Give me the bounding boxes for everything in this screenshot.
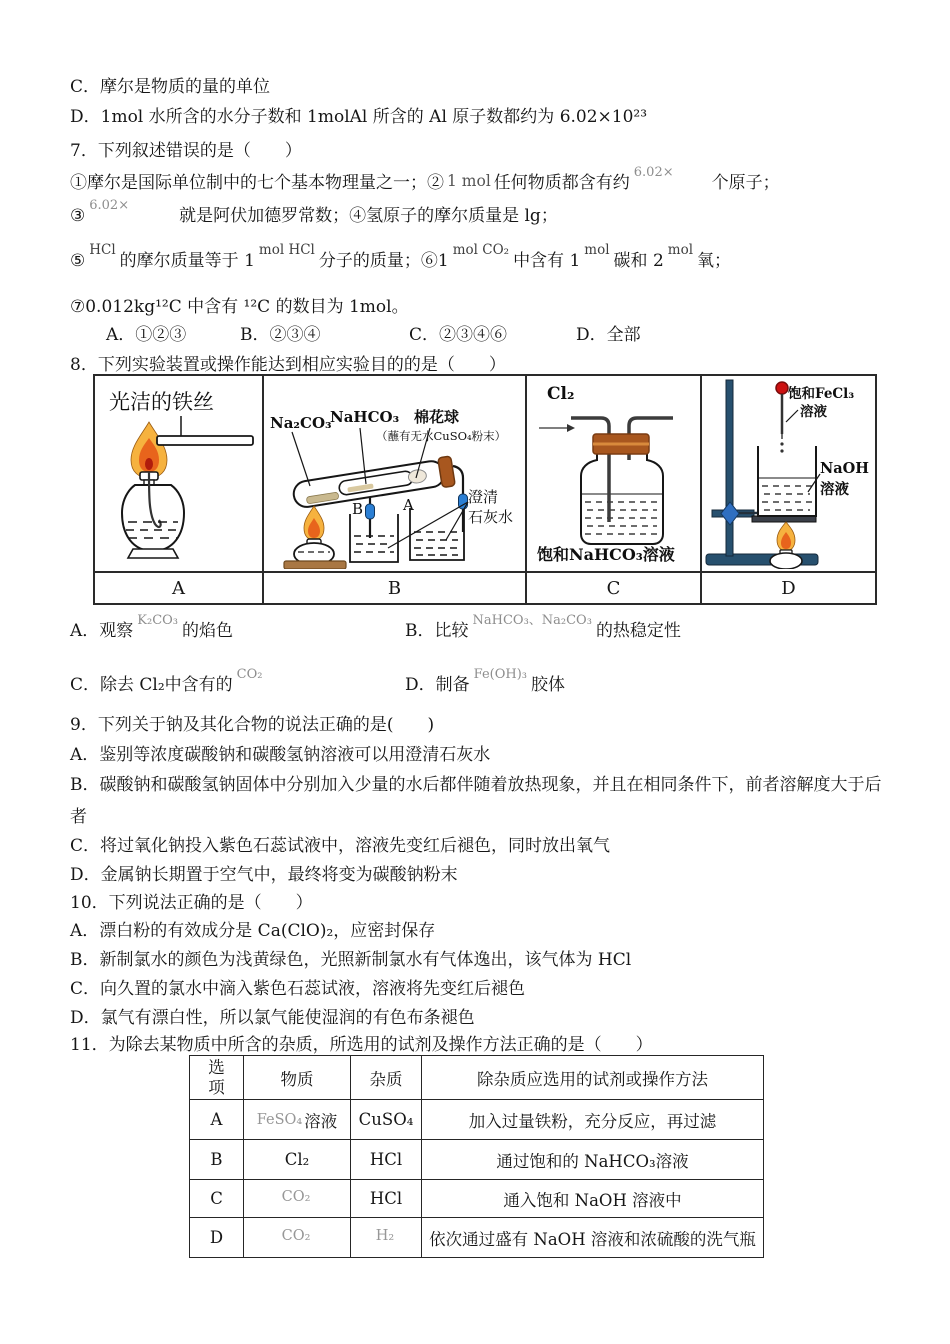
q8-cell-c xyxy=(526,375,701,572)
q10-title xyxy=(70,892,313,914)
q7-statement-5-6 xyxy=(70,242,732,273)
q11-row-a-method xyxy=(422,1100,764,1140)
q10-option-c-text: C．向久置的氯水中滴入紫色石蕊试液，溶液将先变红后褪色 xyxy=(70,979,526,999)
q11-row-b-method xyxy=(422,1140,764,1180)
q11-header-option-text: 选项 xyxy=(208,1057,225,1097)
q10-option-a-text: A．漂白粉的有效成分是 Ca(ClO)₂，应密封保存 xyxy=(70,921,436,941)
arrow-head xyxy=(567,424,575,432)
q11-row-a-method-text: 加入过量铁粉，充分反应，再过滤 xyxy=(468,1111,717,1131)
q11-row-d-method xyxy=(422,1218,764,1258)
q11-header-method xyxy=(422,1056,764,1100)
q11-row-c-method-text: 通入饱和 NaOH 溶液中 xyxy=(503,1190,682,1210)
q7-statement-1-2 xyxy=(70,165,780,196)
q6-option-c xyxy=(70,76,270,98)
q7-s3e: 分子的质量；⑥1 xyxy=(318,251,449,271)
q8-option-a-pre: A．观察 xyxy=(70,621,134,641)
q11-row-a-substance-rest: 溶液 xyxy=(304,1111,338,1131)
q8-option-c-formula: CO₂ xyxy=(236,667,263,682)
q7-avogadro-frag-2: 6.02× xyxy=(89,198,130,213)
na2co3-label: Na₂CO₃ xyxy=(270,414,332,432)
q10-option-b-text: B．新制氯水的颜色为浅黄绿色，光照新制氯水有气体逸出，该气体为 HCl xyxy=(70,950,632,970)
q8-option-b-formula: NaHCO₃、Na₂CO₃ xyxy=(472,613,592,628)
q8-col-label-c xyxy=(526,572,701,604)
q11-row-a-substance xyxy=(244,1100,351,1140)
q8-title xyxy=(70,354,506,376)
q8-option-b-pre: B．比较 xyxy=(405,621,469,641)
q9-option-a-text: A．鉴别等浓度碳酸钠和碳酸氢钠溶液可以用澄清石灰水 xyxy=(70,745,491,765)
beaker xyxy=(410,508,464,560)
q11-row-a xyxy=(190,1100,764,1140)
q11-header-impurity xyxy=(351,1056,422,1100)
q7-molco2-frag: mol CO₂ xyxy=(452,242,510,258)
q11-row-b-impurity xyxy=(351,1140,422,1180)
q7-answer-c: C．②③④⑥ xyxy=(409,325,508,345)
pointer-line xyxy=(786,410,798,422)
q8-option-d-formula: Fe(OH)₃ xyxy=(473,667,527,682)
clamp-knob xyxy=(721,502,739,525)
q7-s3a: ⑤ xyxy=(70,251,86,271)
q11-header-substance xyxy=(244,1056,351,1100)
q8-option-a xyxy=(70,613,234,644)
q7-s1a: ①摩尔是国际单位制中的七个基本物理量之一；② xyxy=(70,173,444,193)
q7-statement-7 xyxy=(70,296,409,318)
q11-row-b-substance xyxy=(244,1140,351,1180)
q7-mol-frag-3: mol xyxy=(667,242,694,258)
iron-wire xyxy=(157,436,253,445)
naoh-label-2: 溶液 xyxy=(820,481,849,498)
label-b: B xyxy=(387,577,402,599)
q11-row-a-opt-text: A xyxy=(210,1110,223,1129)
gas-washing-bottle-diagram xyxy=(527,376,698,569)
q8-option-a-formula: K₂CO₃ xyxy=(137,613,179,628)
flame-core xyxy=(145,458,153,470)
q7-s2a: ③ xyxy=(70,206,86,226)
q7-title xyxy=(70,140,302,162)
q11-row-b-method-text: 通过饱和的 NaHCO₃溶液 xyxy=(496,1151,689,1171)
q9-option-d xyxy=(70,864,458,886)
q8-option-b xyxy=(405,613,681,644)
q11-row-a-substance-formula: FeSO₄ xyxy=(256,1111,303,1128)
q10-option-d xyxy=(70,1007,475,1029)
q10-title-text: 10．下列说法正确的是（ ） xyxy=(70,893,313,913)
q11-header-method-text: 除杂质应选用的试剂或操作方法 xyxy=(477,1069,708,1089)
q10-option-c xyxy=(70,978,525,1000)
q8-option-c xyxy=(70,667,267,698)
q9-option-b-text: B．碳酸钠和碳酸氢钠固体中分别加入少量的水后都伴随着放热现象，并且在相同条件下，前者溶解度大于后 xyxy=(70,775,882,795)
wood-block xyxy=(284,561,346,569)
q11-row-c-substance xyxy=(244,1180,351,1218)
q11-header-option xyxy=(190,1056,244,1100)
cotton-note-label: （蘸有无水CuSO₄粉末） xyxy=(376,429,507,443)
q7-s3c: 的摩尔质量等于 1 xyxy=(119,251,255,271)
q7-s4: ⑦0.012kg¹²C 中含有 ¹²C 的数目为 1mol。 xyxy=(70,297,409,317)
q11-row-a-impurity-text: CuSO₄ xyxy=(358,1110,414,1129)
fecl3-label-1: 饱和FeCl₃ xyxy=(788,386,855,402)
q11-row-d-option xyxy=(190,1218,244,1258)
q8-col-label-b xyxy=(263,572,526,604)
q7-s3i: 碳和 2 xyxy=(613,251,664,271)
lamp-foot xyxy=(128,549,178,558)
stand-rod xyxy=(726,380,733,556)
q11-row-c-option xyxy=(190,1180,244,1218)
q10-option-b xyxy=(70,949,631,971)
q11-row-c-impurity-text: HCl xyxy=(369,1189,403,1208)
naoh-label-1: NaOH xyxy=(820,460,869,477)
q11-row-d-impurity-formula: H₂ xyxy=(375,1228,395,1244)
q7-mol-frag-2: mol xyxy=(584,242,610,258)
q10-option-d-text: D．氯气有漂白性，所以氯气能使湿润的有色布条褪色 xyxy=(70,1008,475,1028)
q11-row-c-opt-text: C xyxy=(210,1189,223,1208)
fecl3-label-2: 溶液 xyxy=(800,404,827,420)
q8-cell-b xyxy=(263,375,526,572)
q7-statement-3-4 xyxy=(70,198,558,229)
q11-row-a-option xyxy=(190,1100,244,1140)
gas-washing-bottle xyxy=(581,452,663,544)
q7-s3k: 氧； xyxy=(697,251,732,271)
q7-title-text: 7．下列叙述错误的是（ ） xyxy=(70,141,302,161)
q11-row-c-method xyxy=(422,1180,764,1218)
label-c: C xyxy=(606,577,621,599)
q11-header-substance-text: 物质 xyxy=(280,1069,314,1089)
limewater-label-2: 石灰水 xyxy=(468,508,514,526)
q11-row-b-opt-text: B xyxy=(210,1150,223,1169)
q7-mol-frag: 1 mol xyxy=(447,172,491,190)
q11-row-d-substance xyxy=(244,1218,351,1258)
drop xyxy=(780,442,783,445)
q9-option-b-wrap-text: 者 xyxy=(70,807,87,827)
q7-answer-b: B．②③④ xyxy=(240,325,321,345)
q6-option-c-text: C．摩尔是物质的量的单位 xyxy=(70,77,271,97)
q11-row-d-method-text: 依次通过盛有 NaOH 溶液和浓硫酸的洗气瓶 xyxy=(429,1229,756,1249)
q7-molhcl-frag: mol HCl xyxy=(258,242,315,258)
label-a: A xyxy=(172,577,185,599)
q11-title xyxy=(70,1034,653,1056)
q8-col-label-a xyxy=(94,572,263,604)
q7-avogadro-frag: 6.02× xyxy=(633,165,674,180)
nahco3-label: NaHCO₃ xyxy=(330,408,400,426)
q9-title-text: 9．下列关于钠及其化合物的说法正确的是( ) xyxy=(70,715,435,735)
cotton-ball-label: 棉花球 xyxy=(414,408,460,426)
q7-s1c: 任何物质都含有约 xyxy=(493,173,630,193)
q8-option-d-pre: D．制备 xyxy=(405,675,470,695)
q8-option-d-post: 胶体 xyxy=(531,675,565,695)
q11-impurity-table xyxy=(189,1055,764,1258)
q7-s1e: 个原子； xyxy=(711,173,780,193)
q11-row-d-substance-formula: CO₂ xyxy=(281,1228,311,1244)
limewater-label-1: 澄清 xyxy=(468,488,499,506)
nahco3-solution-label: 饱和NaHCO₃溶液 xyxy=(537,545,675,564)
q11-row-b-impurity-text: HCl xyxy=(369,1150,403,1169)
tube-connector xyxy=(366,504,375,519)
q11-row-d-impurity xyxy=(351,1218,422,1258)
beaker xyxy=(350,514,398,562)
q9-option-c xyxy=(70,835,610,857)
q9-option-b-wrap xyxy=(70,806,87,828)
q11-row-c-substance-formula: CO₂ xyxy=(281,1189,311,1205)
q6-option-d-text: D．1mol 水所含的水分子数和 1molAl 所含的 Al 原子数都约为 6.02×10²³ xyxy=(70,107,648,127)
q6-option-d xyxy=(70,106,647,128)
q11-title-text: 11．为除去某物质中所含的杂质，所选用的试剂及操作方法正确的是（ ） xyxy=(70,1035,653,1055)
q8-option-a-post: 的焰色 xyxy=(182,621,234,641)
thermal-stability-diagram xyxy=(264,376,523,569)
q8-option-b-post: 的热稳定性 xyxy=(595,621,681,641)
beaker-a-label: A xyxy=(403,496,414,514)
q9-option-d-text: D．金属钠长期置于空气中，最终将变为碳酸钠粉末 xyxy=(70,865,458,885)
q11-header-impurity-text: 杂质 xyxy=(369,1069,403,1089)
q7-s2c: 就是阿伏加德罗常数；④氢原子的摩尔质量是 lg； xyxy=(179,206,558,226)
q10-option-a xyxy=(70,920,435,942)
q9-title xyxy=(70,714,434,736)
drop xyxy=(780,449,783,452)
q11-row-c-impurity xyxy=(351,1180,422,1218)
q7-answer-a: A．①②③ xyxy=(106,325,187,345)
q7-s3g: 中含有 1 xyxy=(513,251,581,271)
q9-option-a xyxy=(70,744,490,766)
test-tube-assembly xyxy=(292,456,456,511)
q11-row-b-substance-text: Cl₂ xyxy=(284,1150,310,1169)
q8-apparatus-table xyxy=(93,374,877,605)
q11-row-b-option xyxy=(190,1140,244,1180)
label-d: D xyxy=(781,577,796,599)
q11-row-d-opt-text: D xyxy=(209,1228,224,1247)
q8-cell-d xyxy=(701,375,876,572)
q7-hcl-frag: HCl xyxy=(89,242,116,258)
cl2-label: Cl₂ xyxy=(547,384,575,404)
q11-row-c xyxy=(190,1180,764,1218)
q8-col-label-d xyxy=(701,572,876,604)
q11-row-b xyxy=(190,1140,764,1180)
q8-option-c-pre: C．除去 Cl₂中含有的 xyxy=(70,675,233,695)
q7-answer-d: D．全部 xyxy=(576,325,641,345)
beaker xyxy=(758,446,816,516)
q9-option-c-text: C．将过氧化钠投入紫色石蕊试液中，溶液先变红后褪色，同时放出氧气 xyxy=(70,836,611,856)
q11-row-d xyxy=(190,1218,764,1258)
q9-option-b xyxy=(70,774,882,796)
q8-title-text: 8．下列实验装置或操作能达到相应实验目的的是（ ） xyxy=(70,355,506,375)
alcohol-lamp-body xyxy=(770,553,802,569)
q8-option-d xyxy=(405,667,565,698)
beaker-b-label: B xyxy=(352,500,364,518)
dropper-bulb xyxy=(776,382,788,394)
q11-header-row xyxy=(190,1056,764,1100)
q8-cell-a xyxy=(94,375,263,572)
q11-row-a-impurity xyxy=(351,1100,422,1140)
iron-wire-label: 光洁的铁丝 xyxy=(109,390,214,414)
